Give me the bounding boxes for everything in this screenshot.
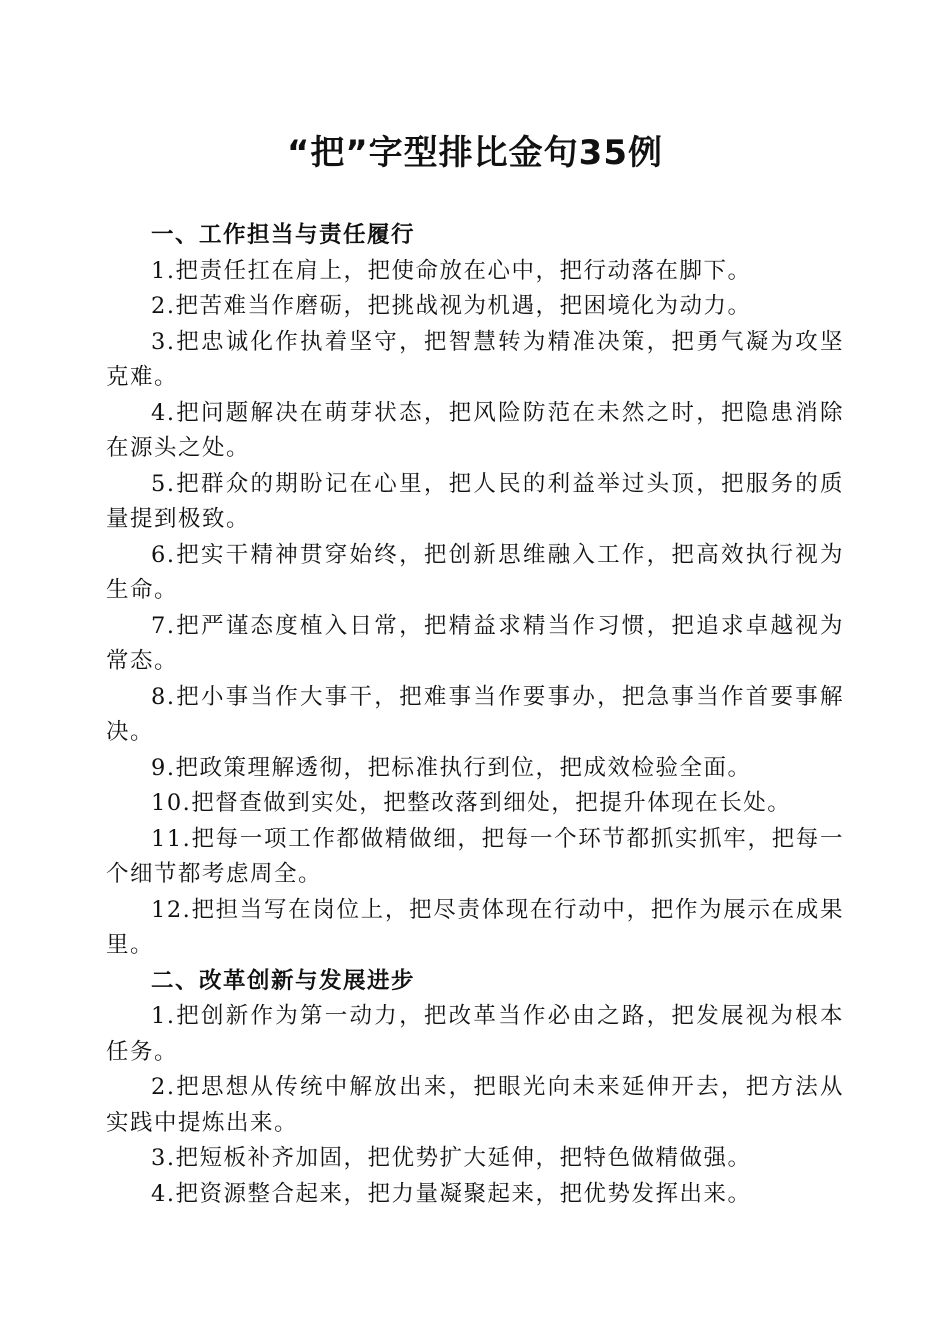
list-item: 6.把实干精神贯穿始终，把创新思维融入工作，把高效执行视为生命。 (106, 541, 844, 603)
list-item: 7.把严谨态度植入日常，把精益求精当作习惯，把追求卓越视为常态。 (106, 612, 844, 674)
list-item: 3.把短板补齐加固，把优势扩大延伸，把特色做精做强。 (151, 1145, 752, 1171)
list-item: 9.把政策理解透彻，把标准执行到位，把成效检验全面。 (151, 754, 752, 781)
list-item: 12.把担当写在岗位上，把尽责体现在行动中，把作为展示在成果里。 (106, 896, 844, 958)
list-item: 11.把每一项工作都做精做细，把每一个环节都抓实抓牢，把每一个细节都考虑周全。 (106, 825, 844, 887)
section-2 (106, 964, 844, 1213)
section-heading: 一、工作担当与责任履行 (151, 222, 416, 248)
list-item: 10.把督查做到实处，把整改落到细处，把提升体现在长处。 (151, 790, 792, 816)
list-item: 1.把创新作为第一动力，把改革当作必由之路，把发展视为根本任务。 (106, 1003, 844, 1065)
document-title: “把”字型排比金句35例 (286, 133, 663, 173)
list-item: 8.把小事当作大事干，把难事当作要事办，把急事当作首要事解决。 (106, 683, 844, 745)
list-item: 5.把群众的期盼记在心里，把人民的利益举过头顶，把服务的质量提到极致。 (106, 470, 844, 532)
list-item: 2.把苦难当作磨砺，把挑战视为机遇，把困境化为动力。 (151, 293, 752, 319)
section-1 (106, 218, 844, 964)
list-item: 4.把问题解决在萌芽状态，把风险防范在未然之时，把隐患消除在源头之处。 (106, 399, 844, 461)
section-heading: 二、改革创新与发展进步 (151, 967, 416, 994)
list-item: 2.把思想从传统中解放出来，把眼光向未来延伸开去，把方法从实践中提炼出来。 (106, 1074, 844, 1136)
list-item: 4.把资源整合起来，把力量凝聚起来，把优势发挥出来。 (151, 1180, 752, 1207)
list-item: 1.把责任扛在肩上，把使命放在心中，把行动落在脚下。 (151, 257, 752, 284)
list-item: 3.把忠诚化作执着坚守，把智慧转为精准决策，把勇气凝为攻坚克难。 (106, 328, 844, 390)
